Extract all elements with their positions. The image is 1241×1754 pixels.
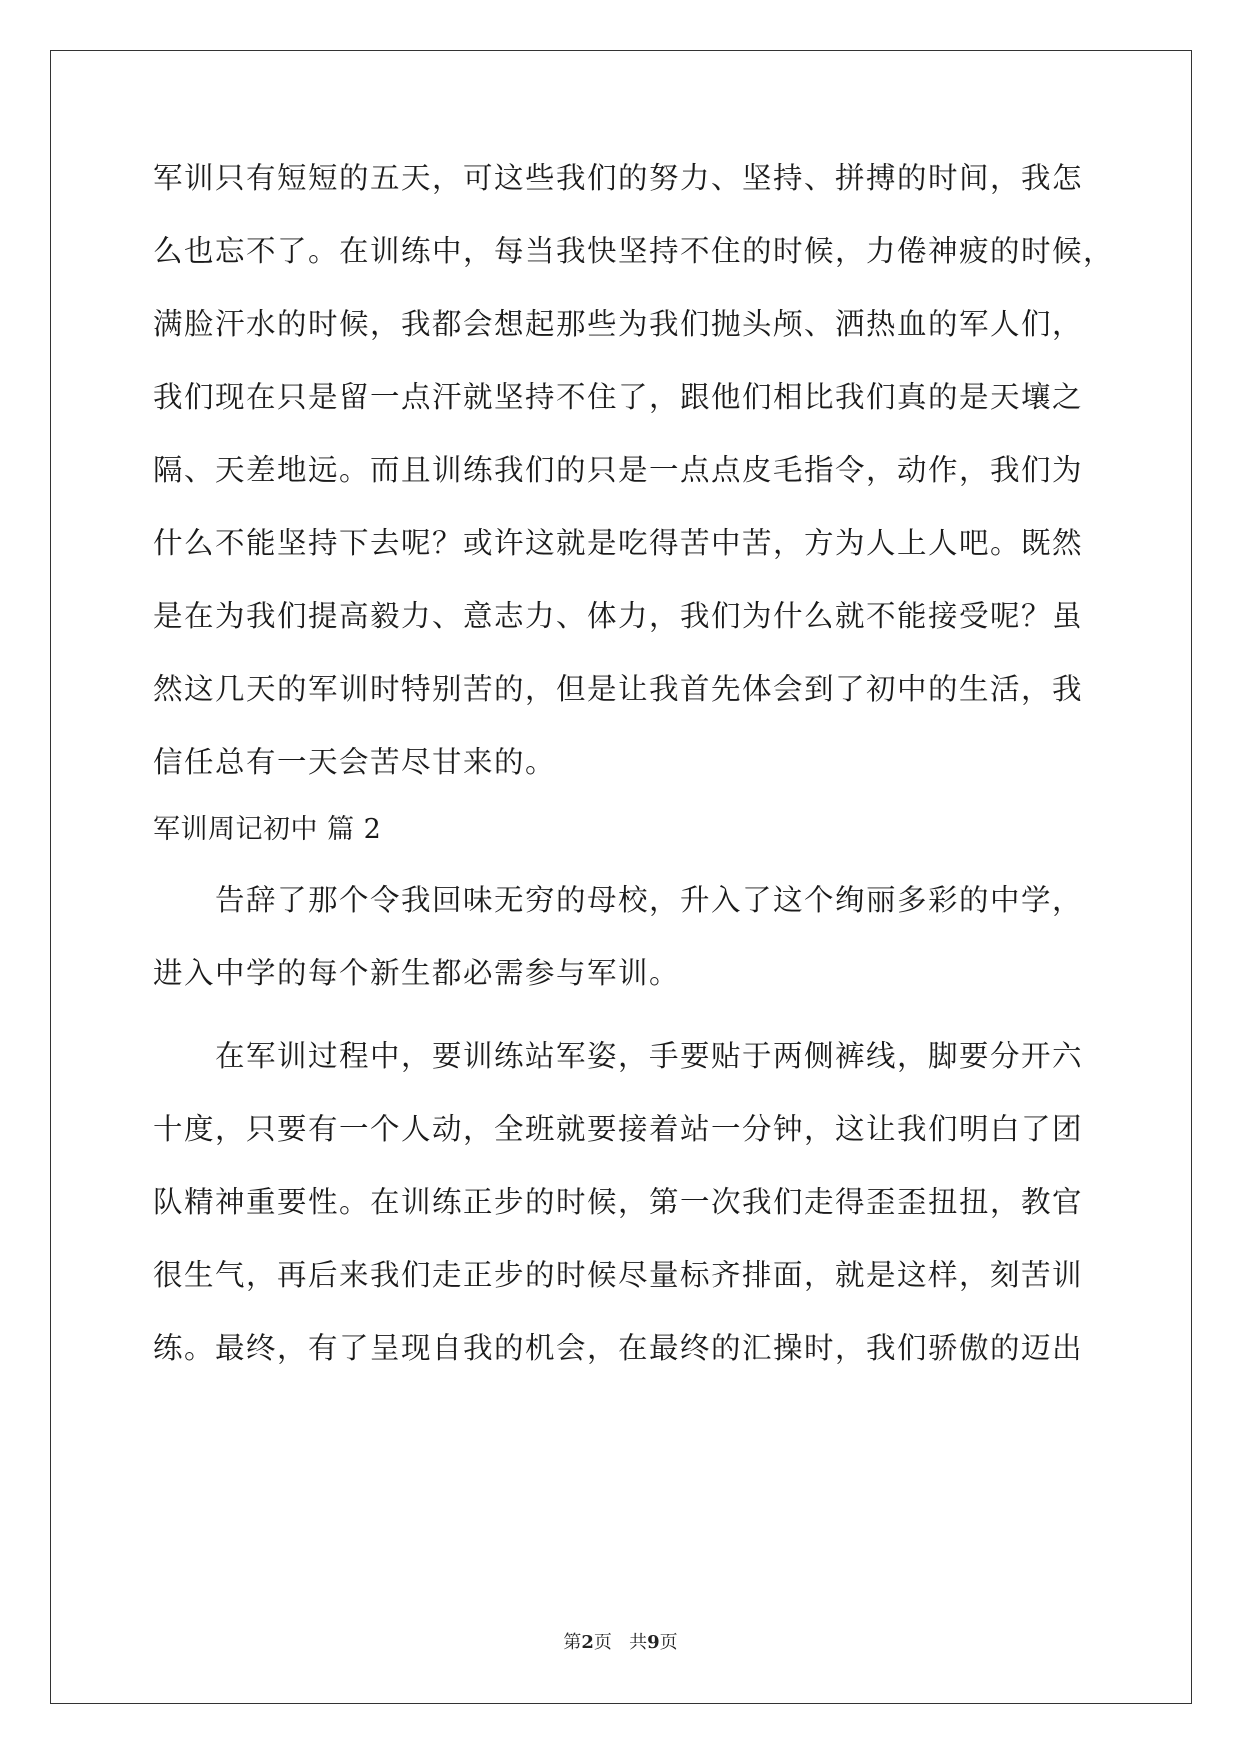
paragraph-line: 么也忘不了。在训练中，每当我快坚持不住的时候，力倦神疲的时候， [153, 234, 1115, 268]
paragraph-line: 队精神重要性。在训练正步的时候，第一次我们走得歪歪扭扭，教官 [153, 1185, 1084, 1219]
paragraph-line: 我们现在只是留一点汗就坚持不住了，跟他们相比我们真的是天壤之 [153, 380, 1084, 414]
paragraph-line: 军训只有短短的五天，可这些我们的努力、坚持、拼搏的时间，我怎 [153, 161, 1084, 195]
paragraph-line: 很生气，再后来我们走正步的时候尽量标齐排面，就是这样，刻苦训 [153, 1258, 1084, 1292]
paragraph-line: 是在为我们提高毅力、意志力、体力，我们为什么就不能接受呢？虽 [153, 599, 1084, 633]
paragraph-line: 告辞了那个令我回味无穷的母校，升入了这个绚丽多彩的中学， [215, 883, 1084, 917]
footer-suffix: 页 [659, 1632, 678, 1653]
paragraph-line: 满脸汗水的时候，我都会想起那些为我们抛头颅、洒热血的军人们， [153, 307, 1084, 341]
paragraph-line: 练。最终，有了呈现自我的机会，在最终的汇操时，我们骄傲的迈出 [153, 1331, 1084, 1365]
paragraph-line: 十度，只要有一个人动，全班就要接着站一分钟，这让我们明白了团 [153, 1112, 1084, 1146]
paragraph-line: 信任总有一天会苦尽甘来的。 [153, 745, 557, 779]
current-page-number: 2 [581, 1632, 594, 1653]
paragraph-line: 什么不能坚持下去呢？或许这就是吃得苦中苦，方为人上人吧。既然 [153, 526, 1084, 560]
page-border [50, 50, 1192, 1704]
paragraph-line: 进入中学的每个新生都必需参与军训。 [153, 956, 681, 990]
total-page-number: 9 [647, 1632, 660, 1653]
paragraph-line: 在军训过程中，要训练站军姿，手要贴于两侧裤线，脚要分开六 [215, 1039, 1084, 1073]
footer-mid: 页 共 [593, 1632, 648, 1653]
footer-prefix: 第 [563, 1632, 582, 1653]
paragraph-line: 隔、天差地远。而且训练我们的只是一点点皮毛指令，动作，我们为 [153, 453, 1084, 487]
page-footer [0, 1628, 1241, 1654]
section-heading: 军训周记初中 篇 2 [153, 814, 382, 845]
paragraph-line: 然这几天的军训时特别苦的，但是让我首先体会到了初中的生活，我 [153, 672, 1084, 706]
